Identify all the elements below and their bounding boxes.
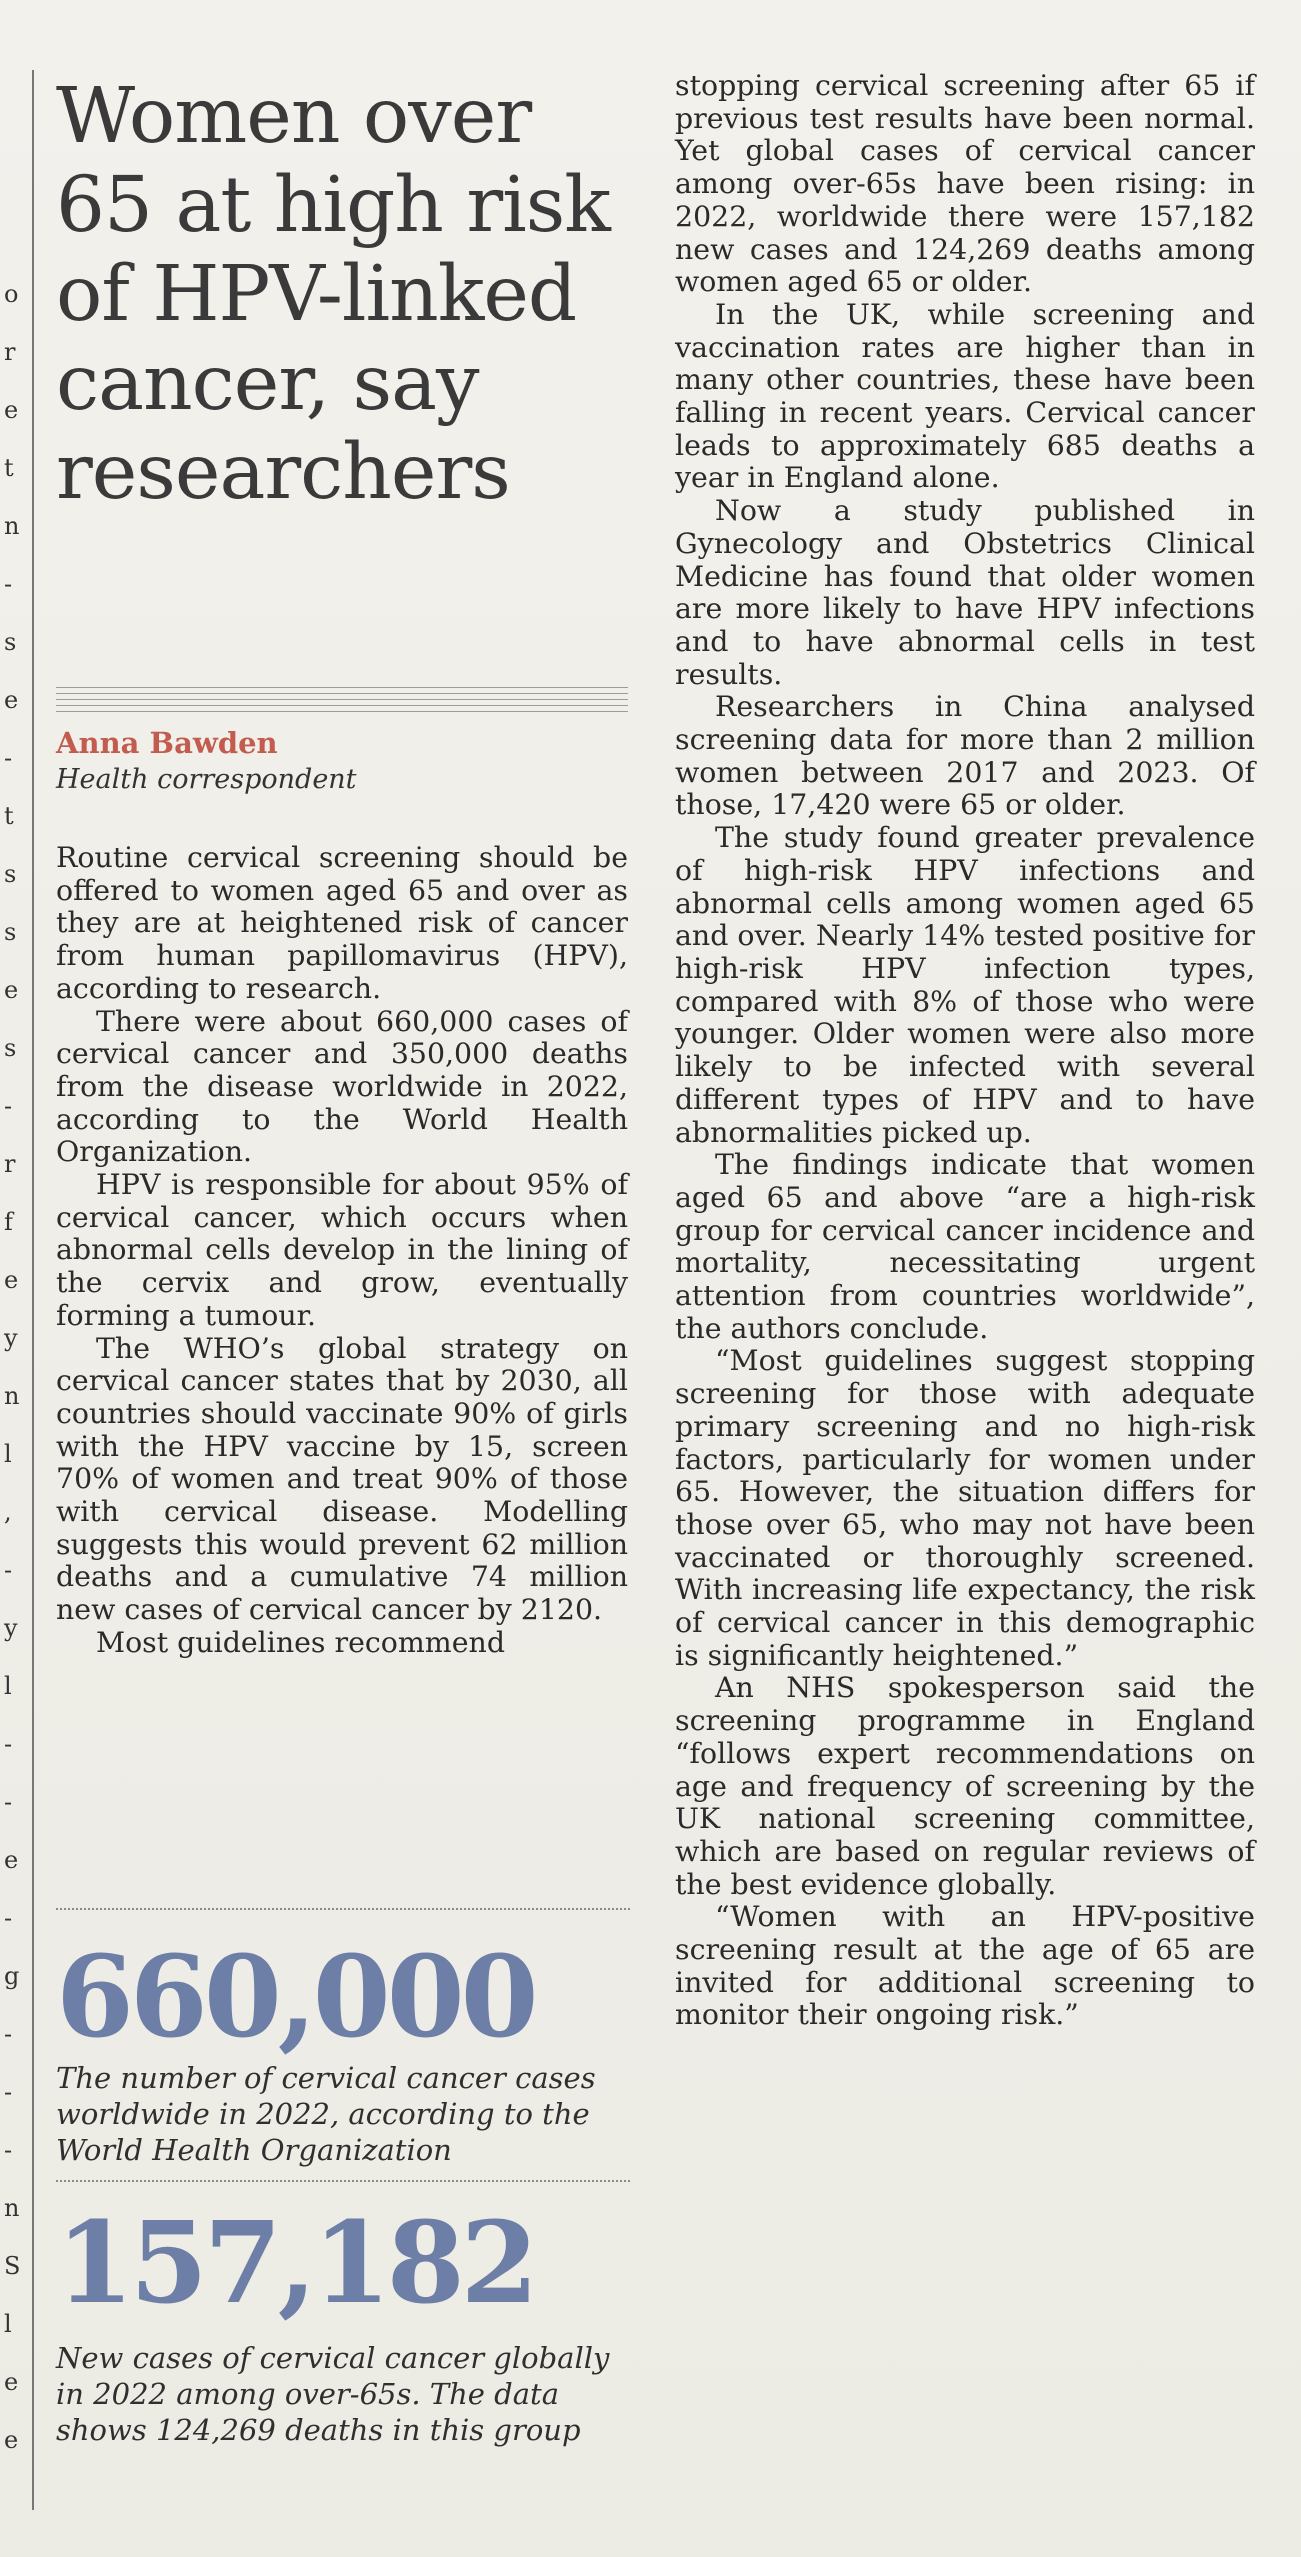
stat-caption-cases: The number of cervical cancer cases worldwide in 2022, according to the World Health Organization: [56, 2061, 596, 2167]
edge-fragment: s: [4, 1034, 17, 1062]
body-paragraph: “Women with an HPV-positive screening result at the age of 65 are invited for additional screening to monitor their ongoing risk.”: [675, 1900, 1255, 2032]
stat-number-cases: 660,000: [56, 1932, 535, 2063]
edge-fragment: o: [4, 280, 19, 308]
body-paragraph: The findings indicate that women aged 65 and above “are a high-risk group for cervical cancer incidence and mortality, necessitating urgent attention from countries worldwide”, the authors conclude.: [675, 1148, 1255, 1345]
edge-fragment: -: [4, 2078, 13, 2106]
body-paragraph: In the UK, while screening and vaccination rates are higher than in many other countries, these have been falling in recent years. Cervical cancer leads to approximately 685 deaths a year in England alone.: [675, 297, 1255, 495]
edge-fragment: e: [4, 1846, 19, 1874]
edge-fragment: n: [4, 2194, 20, 2222]
stat-divider: [56, 2180, 630, 2182]
body-paragraph: Now a study published in Gynecology and Obstetrics Clinical Medicine has found that older women are more likely to have HPV infections and to have abnormal cells in test results.: [675, 494, 1255, 691]
edge-fragment: e: [4, 1266, 19, 1294]
edge-fragment: s: [4, 860, 17, 888]
edge-fragment: f: [4, 1208, 13, 1236]
edge-fragment: e: [4, 976, 19, 1004]
edge-fragment: e: [4, 2426, 19, 2454]
edge-fragment: -: [4, 1092, 13, 1120]
edge-fragment: n: [4, 512, 20, 540]
column-rule: [32, 70, 34, 2510]
body-paragraph: An NHS spokesperson said the screening programme in England “follows expert recommendations on age and frequency of screening by the UK national screening committee, which are based on regular reviews of the best evidence globally.: [675, 1671, 1255, 1901]
edge-fragment: ,: [4, 1498, 12, 1526]
edge-fragment: l: [4, 1672, 12, 1700]
stat-number-over65: 157,182: [56, 2198, 535, 2329]
body-paragraph: HPV is responsible for about 95% of cervical cancer, which occurs when abnormal cells develop in the lining of the cervix and grow, eventually forming a tumour.: [56, 1168, 628, 1332]
edge-fragment: -: [4, 2136, 13, 2164]
edge-fragment: l: [4, 1440, 12, 1468]
body-paragraph: stopping cervical screening after 65 if previous test results have been normal. Yet global cases of cervical cancer among over-65s have been rising: in 2022, worldwide there were 157,182 new cases and 124,269 deaths among women aged 65 or older.: [675, 69, 1255, 299]
author-name: Anna Bawden: [56, 726, 278, 760]
edge-fragment: l: [4, 2310, 12, 2338]
edge-fragment: s: [4, 918, 17, 946]
body-paragraph: Researchers in China analysed screening data for more than 2 million women between 2017 and 2023. Of those, 17,420 were 65 or older.: [675, 690, 1255, 822]
adjacent-column-fragments: [0, 0, 26, 2557]
edge-fragment: n: [4, 1382, 20, 1410]
edge-fragment: t: [4, 802, 14, 830]
body-paragraph: Routine cervical screening should be offered to women aged 65 and over as they are at heightened risk of cancer from human papillomavirus (HPV), according to research.: [56, 841, 628, 1005]
stat-divider: [56, 1908, 630, 1910]
body-paragraph: The study found greater prevalence of high-risk HPV infections and abnormal cells among women aged 65 and over. Nearly 14% tested positive for high-risk HPV infection types, compared with 8% of those who were younger. Older women were also more likely to be infected with several different types of HPV and to have abnormalities picked up.: [675, 821, 1255, 1149]
author-role: Health correspondent: [56, 764, 357, 795]
edge-fragment: S: [4, 2252, 21, 2280]
body-paragraph: Most guidelines recommend: [96, 1625, 505, 1659]
article-body-left: [56, 842, 628, 1660]
body-paragraph: “Most guidelines suggest stopping screening for those with adequate primary screening and no high-risk factors, particularly for women under 65. However, the situation differs for those over 65, who may not have been vaccinated or thoroughly screened. With increasing life expectancy, the risk of cervical cancer in this demographic is significantly heightened.”: [675, 1344, 1255, 1672]
edge-fragment: e: [4, 396, 19, 424]
edge-fragment: -: [4, 570, 13, 598]
article-headline: Women over 65 at high risk of HPV-linked cancer, say researchers: [56, 72, 610, 517]
edge-fragment: s: [4, 628, 17, 656]
edge-fragment: r: [4, 1150, 16, 1178]
edge-fragment: e: [4, 686, 19, 714]
edge-fragment: y: [4, 1324, 18, 1352]
edge-fragment: -: [4, 744, 13, 772]
body-paragraph: There were about 660,000 cases of cervical cancer and 350,000 deaths from the disease worldwide in 2022, according to the World Health Organization.: [56, 1004, 628, 1169]
edge-fragment: t: [4, 454, 14, 482]
edge-fragment: -: [4, 1730, 13, 1758]
edge-fragment: -: [4, 2020, 13, 2048]
body-paragraph: The WHO’s global strategy on cervical cancer states that by 2030, all countries should vaccinate 90% of girls with the HPV vaccine by 15, screen 70% of women and treat 90% of those with cervical disease. Modelling suggests this would prevent 62 million deaths and a cumulative 74 million new cases of cervical cancer by 2120.: [56, 1331, 628, 1627]
edge-fragment: g: [4, 1962, 20, 1990]
edge-fragment: -: [4, 1556, 13, 1584]
article-body-right: [675, 70, 1255, 2032]
edge-fragment: y: [4, 1614, 18, 1642]
stat-caption-over65: New cases of cervical cancer globally in 2022 among over-65s. The data shows 124,269 deaths in this group: [56, 2341, 610, 2447]
edge-fragment: e: [4, 2368, 19, 2396]
edge-fragment: r: [4, 338, 16, 366]
edge-fragment: -: [4, 1904, 13, 1932]
byline-rules: [56, 687, 628, 713]
edge-fragment: -: [4, 1788, 13, 1816]
